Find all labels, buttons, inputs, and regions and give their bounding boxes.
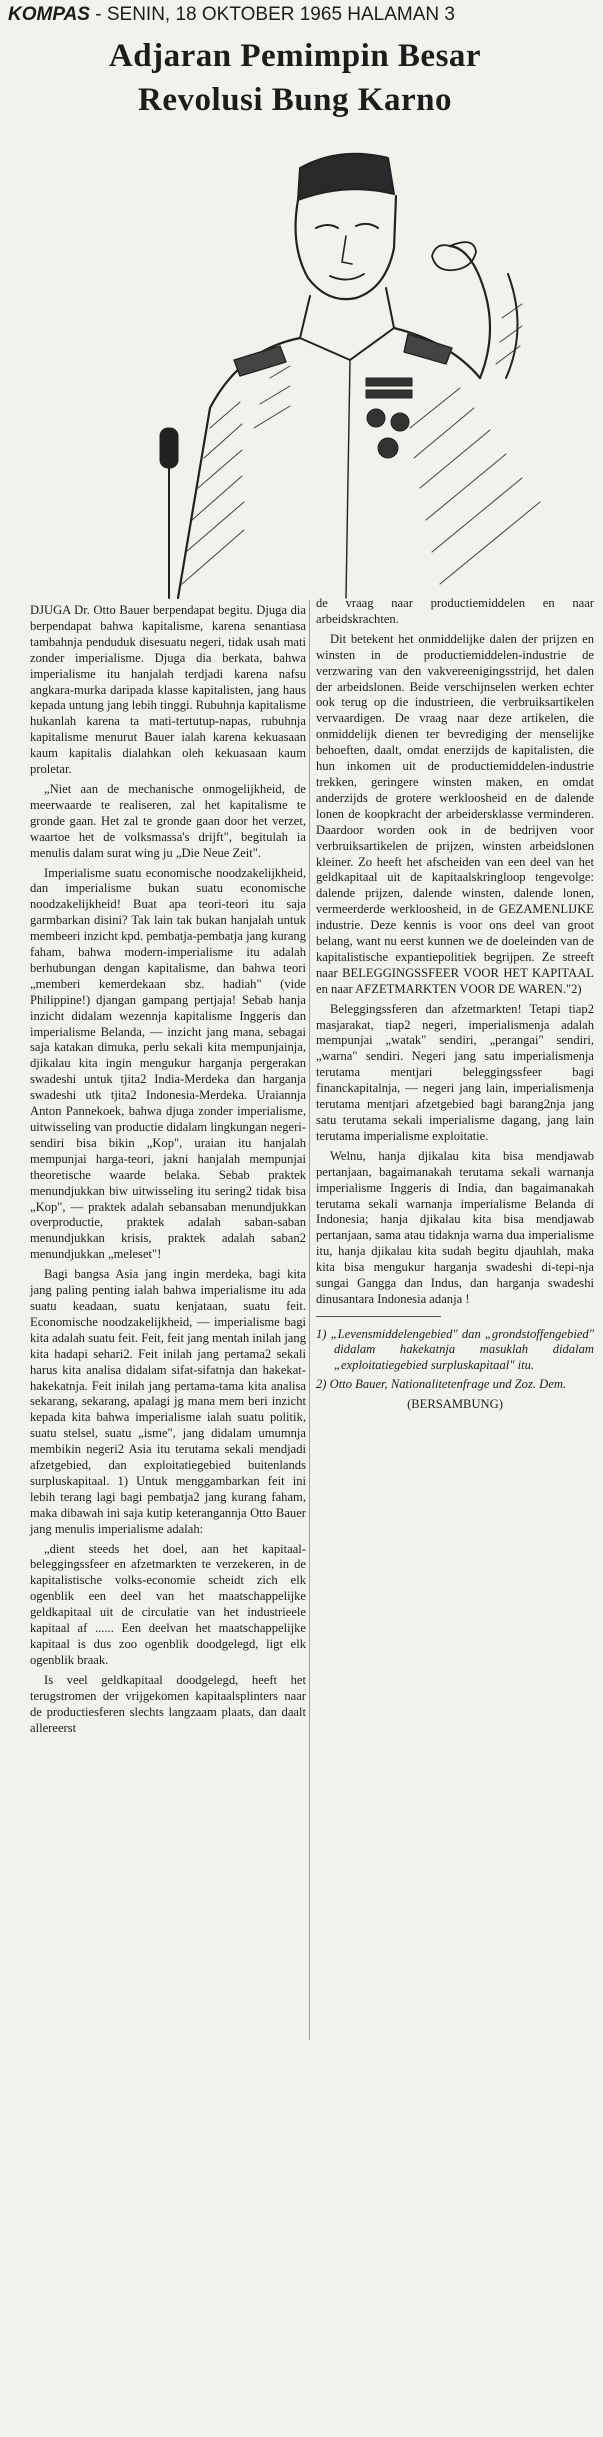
paragraph: Beleggingssferen dan afzetmarkten! Tetapi tiap2 masjarakat, tiap2 negeri, imperialismenja adalah mempunjai „watak" sendiri, „perangai" sendiri, „warna" sendiri. Negeri jang satu imperialismenja terutama mentjari beleggingssfeer bagi financkapitalnja, — negeri jang lain, imperialismenja terutama mentjari afzetgebied bagi barang2nja jang satu terutama sekali imperialisme dagang, jang lain terutama imperialisme exploitatie.: [316, 1001, 594, 1143]
footnote: 2) Otto Bauer, Nationalitetenfrage und Zoz. Dem.: [316, 1377, 567, 1392]
footnotes: [316, 1327, 594, 1393]
footnote: 1) „Levensmiddelengebied" dan „grondstoffengebied" didalam hakekatnja masuklah didalam „exploitatiegebied surpluskapitaal" itu.: [316, 1326, 594, 1372]
footnote-divider: [316, 1316, 441, 1317]
paragraph: de vraag naar productiemiddelen en naar arbeidskrachten.: [316, 596, 594, 626]
column-divider: [309, 600, 310, 2040]
paragraph: „Niet aan de mechanische onmogelijkheid, de meerwaarde te realiseren, zal het kapitalisme te gronde gaan. Het zal te gronde gaan door het verzet, waartoe het de volksmassa's drijft", begitulah ia menulis dalam surat wing ju „Die Neue Zeit".: [30, 781, 306, 860]
continued-note: (BERSAMBUNG): [407, 1396, 503, 1411]
paragraph: Welnu, hanja djikalau kita bisa mendjawab pertanjaan, bagaimanakah terutama sekali warnanja imperialisme Inggeris di India, dan bagaimanakah terutama sekali warnanja imperialisme Belanda di Indonesia; hanja djikalau kita bisa mendjawab pertanjaan, sama atau tidaknja warna dua imperialisme itu, hanja djikalau kita sudah begitu djauhlah, maka kita bisa mengukur harganja swadeshi di-tepi-nja sungai Gangga dan Indus, dan harganja swadeshi dinusantara Indonesia adanja !: [316, 1148, 594, 1306]
headline-line-1: Adjaran Pemimpin Besar: [108, 38, 482, 74]
paragraph: DJUGA Dr. Otto Bauer berpendapat begitu. Djuga dia berpendapat bahwa kapitalisme, karena senantiasa tambahnja penduduk disesuatu negeri, tidak usah mati zonder imperialisme. Djuga dia berkata, bahwa imperialisme itu hanjalah terdjadi karena nafsu angkara-murka daripada klasse kapitalisten, jang haus kepada untung jang lebih tinggi. Rubuhnja kapitalisme hukanlah karena ta mati-tertutup-napas, rubuhnja kapitalisme menurut Bauer ialah karena kekuasaan kaum kapitalis dialahkan oleh kekuasaan kaum proletar.: [30, 603, 306, 777]
portrait-sketch-icon: [150, 128, 580, 600]
left-column: [30, 603, 306, 1740]
right-column: [316, 596, 594, 1417]
masthead: [8, 4, 598, 26]
paragraph: Dit betekent het onmiddelijke dalen der prijzen en winsten in de productiemiddelen-industrie de verzwaring van den vakvereenigingsstrijd, het dalen der arbeidslonen. Beide verschijnselen werken echter ook terug op die industrieen, die verbruiksartikelen vervaardigen. De vraag naar deze artikelen, die onmiddelijk dienen ter bevrediging der menselijke behoeften, daalt, omdat enerzijds de kapitalisten, die hun inkomen uit de productiemiddelen-industrie trekken, geringere winsten maken, en omdat anderzijds de grotere werkloosheid en de dalende lonen de koopkracht der arbeidersklasse verminderen. Daardoor worden ook in de bedrijven voor verbruiksartikelen de prijzen, winsten arbeidslonen kleiner. Zo heeft het afscheiden van een deel van het geldkapitaal uit de kapitaalskringloop tengevolge: dalende prijzen, dalende winsten, dalende lonen, vermeerderde werkloosheid, in de GEZAMENLIJKE industrie. Deze kennis is voor ons deel van groot belang, want nu eerst kunnen we de doeleinden van de kapitalistische expantiepolitiek begrijpen. Ze streeft naar BELEGGINGSSFEER VOOR HET KAPITAAL en naar AFZETMARKTEN VOOR DE WAREN."2): [316, 631, 594, 996]
paragraph: Bagi bangsa Asia jang ingin merdeka, bagi kita jang paling penting ialah bahwa imperialisme itu ada suatu keadaan, suatu kenjataan, suatu feit. Economische noodzakelijkheid, — imperialisme bagi kita adalah suatu feit. Feit, feit jang mentah inilah jang kita hadapi sehari2. Feit inilah jang pertama2 sekali harus kita analisa didalam sifat-sifatnja dan hakekat-hakekatnja. Feit inilah jang pertama-tama kita analisa sekarang, sekarang, apalagi jg mana mem beri inzicht kepada kita bahwa imperialisme ialah suatu politik, suatu stelsel, suatu „isme", jang didalam umumnja membikin negeri2 Asia itu terutama sekali mendjadi afzetgebied, dan exploitatiegebied buitenlands surpluskapitaal. 1) Untuk menggambarkan feit ini lebih terang lagi bagi pembatja2 jang kurang faham, maka dibawah ini saja kutip keterangannja Otto Bauer jang menulis imperialisme adalah:: [30, 1267, 306, 1536]
paper-name: KOMPAS: [8, 4, 90, 25]
headline-line-2: Revolusi Bung Karno: [138, 82, 452, 118]
headline: [40, 34, 550, 122]
issue-date: - SENIN, 18 OKTOBER 1965 HALAMAN 3: [89, 4, 455, 25]
paragraph: Is veel geldkapitaal doodgelegd, heeft het terugstromen der vrijgekomen kapitaalsplinters naar de productiesferen slechts langzaam plaats, dan daalt allereerst: [30, 1672, 306, 1735]
paragraph: „dient steeds het doel, aan het kapitaal-beleggingssfeer en afzetmarkten te verzekeren, in de kapitalistische volks-economie scheidt zich elk ogenblik een deel van het maatschappelijke geldkapitaal uit de circulatie van het industrieele kapitaal af ...... Een deelvan het maatschappelijke kapitaal is dus zoo ogenblik doodgelegd, ligt elk ogenblik braak.: [30, 1541, 306, 1667]
paragraph: Imperialisme suatu economische noodzakelijkheid, dan imperialisme bukan suatu economische noodzakelijkheid! Buat apa teori-teori itu saja garmbarkan disini? Tak lain tak bukan hanjalah untuk membeeri inzicht kpd. pembatja-pembatja jang kurang faham, bahwa modern-imperialisme itu adalah berhubungan dengan kapitalisme, dan bahwa teori „memberi kemerdekaan sbz. hadiah" (vide Philippine!) djangan gampang pertjaja! Sebab hanja inzicht didalam wezennja kapitalisme Inggeris dan imperialisme Belanda, — inzicht jang mana, sebagai saja katakan dimuka, perlu sekali kita mempunjainja, djikalau kita ingin mengukur harganja pergerakan swadeshi untuk tjita2 India-Merdeka dan harganja swadeshi utk tjita2 Indonesia-Merdeka. Uraiannja Anton Pannekoek, bahwa djuga zonder imperialisme, uitwisseling van productie didalam lingkungan negeri-sendiri bisa bikin „Kop", uraian itu hanjalah mempunjai harga-teori, jakni hanjalah mempunjai theoretische waarde belaka. Sebab praktek menundjukkan biw uitwisseling itu sering2 tidak bisa „Kop", — praktek adalah sebansaban menundjukkan overproductie, praktek adalah saban-saban menundjukkan krisis, praktek adalah saban2 menundjukkan „meleset"!: [30, 865, 306, 1262]
